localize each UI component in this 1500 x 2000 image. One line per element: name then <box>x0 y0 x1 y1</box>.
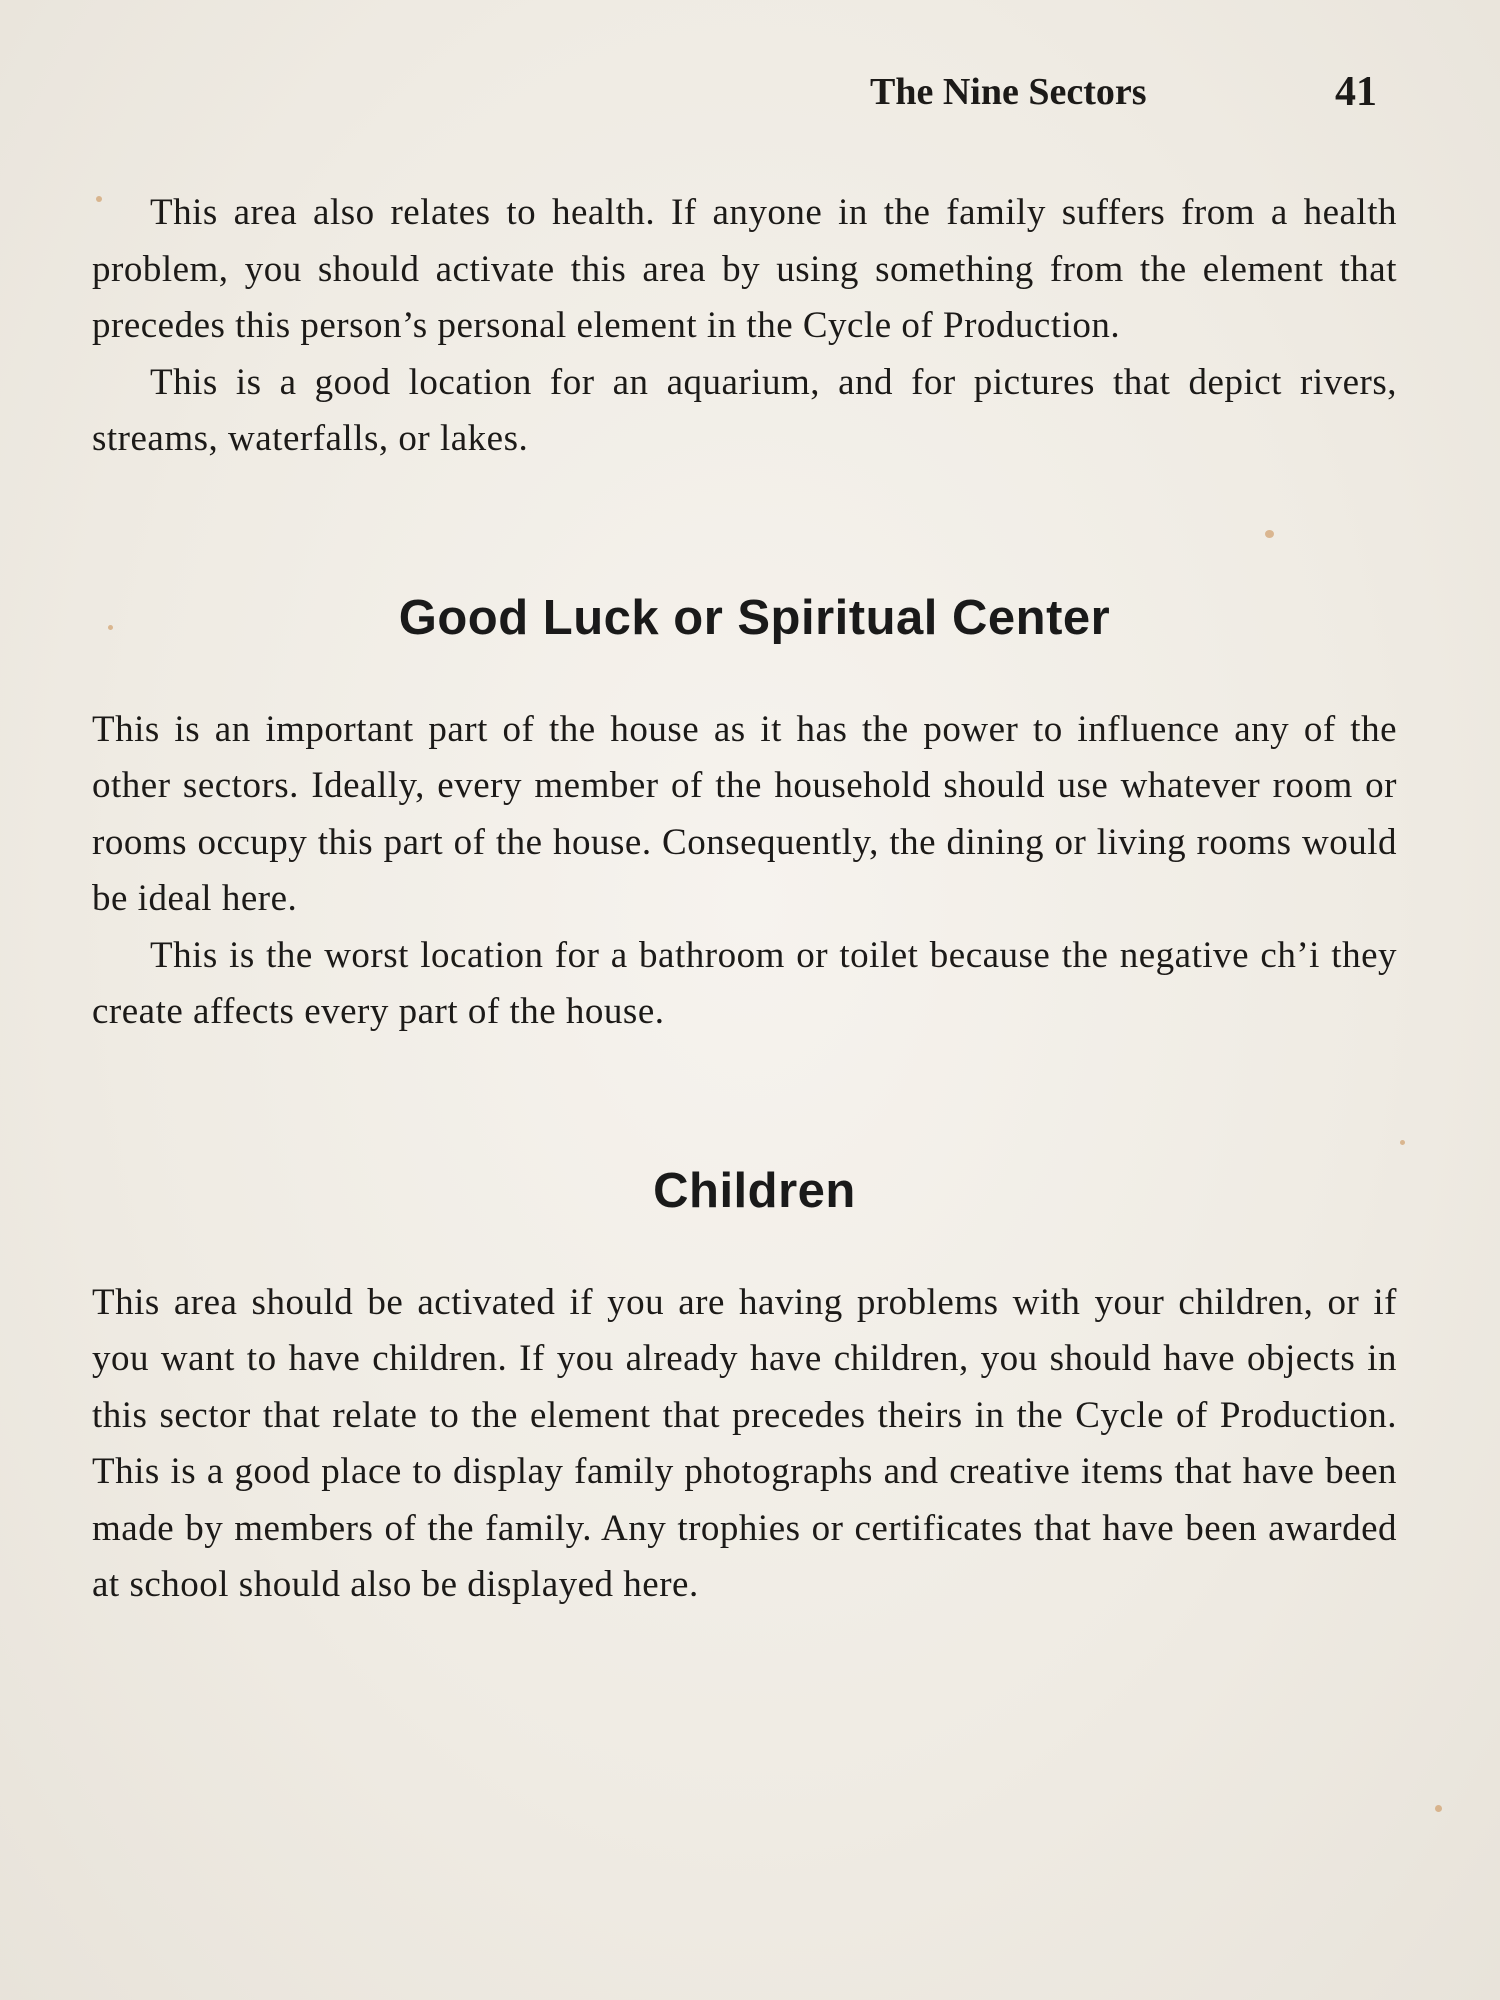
paragraph: This is an important part of the house as it has the power to influence any of the other sectors. Ideally, every member of the household should use whatever room or rooms occupy this part of the house. Consequently, the dining or living rooms would be ideal here. <box>92 708 1397 919</box>
section-heading-children: Children <box>653 1163 856 1218</box>
paragraph: This is the worst location for a bathroom or toilet because the negative ch’i they create affects every part of the house. <box>92 934 1397 1032</box>
paragraph: This is a good location for an aquarium, and for pictures that depict rivers, streams, waterfalls, or lakes. <box>92 361 1397 459</box>
page-body <box>92 185 1397 1614</box>
paper-speck <box>1435 1805 1442 1812</box>
running-head <box>870 70 1390 130</box>
paragraph: This area should be activated if you are having problems with your children, or if you want to have children. If you already have children, you should have objects in this sector that relate to the element that precedes theirs in the Cycle of Production. This is a good place to display family photographs and creative items that have been made by members of the family. Any trophies or certificates that have been awarded at school should also be displayed here. <box>92 1281 1397 1605</box>
paragraph: This area also relates to health. If anyone in the family suffers from a health problem, you should activate this area by using something from the element that precedes this person’s personal element in the Cycle of Production. <box>92 192 1397 346</box>
page-number: 41 <box>1335 69 1377 115</box>
running-title: The Nine Sectors <box>870 71 1147 113</box>
paper-speck <box>1400 1140 1405 1145</box>
section-heading-good-luck: Good Luck or Spiritual Center <box>398 590 1111 645</box>
